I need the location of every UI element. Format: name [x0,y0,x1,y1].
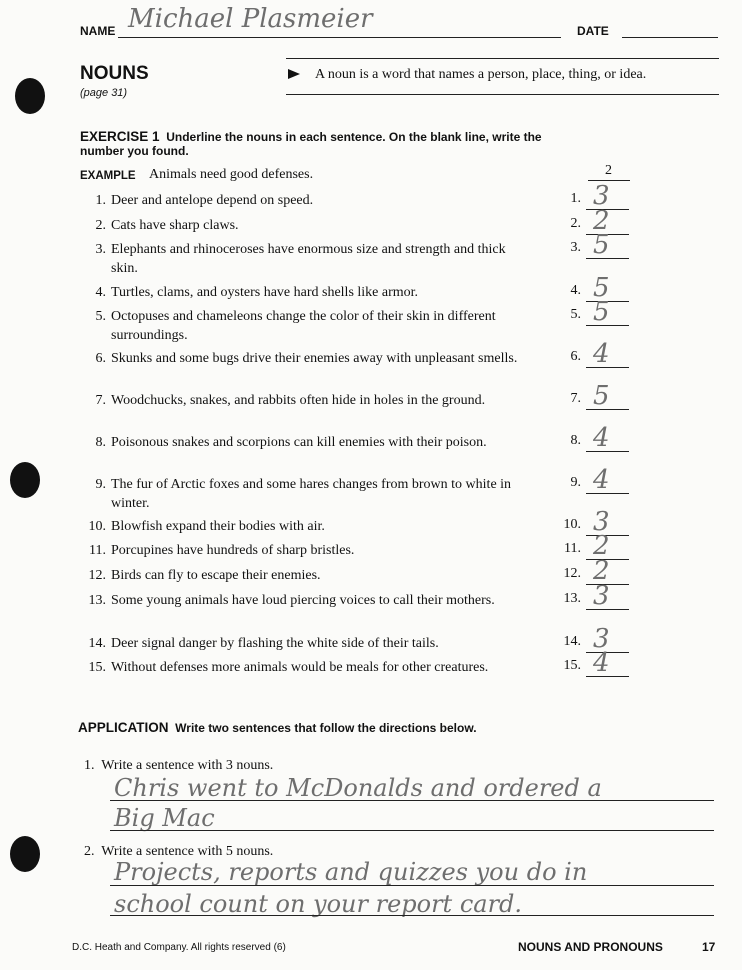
answer-number: 2. [570,216,581,231]
exercise-item-sentence: Deer signal danger by flashing the white side of their tails. [111,636,439,651]
answer-value[interactable]: 2 [593,556,610,586]
answer-value[interactable]: 3 [593,624,610,654]
exercise-item-sentence: Octopuses and chameleons change the color of their skin in different surroundings. [111,309,496,343]
answer-blank[interactable] [559,423,629,453]
answer-number: 9. [570,475,581,490]
answer-number: 14. [563,634,581,649]
binder-hole-middle [10,462,40,498]
exercise-item-sentence: Woodchucks, snakes, and rabbits often hide in holes in the ground. [111,393,486,408]
application-item-prompt: Write a sentence with 3 nouns. [101,758,274,773]
application-instructions: Write two sentences that follow the directions below. [175,721,477,735]
exercise-item-sentence: Some young animals have loud piercing voices to call their mothers. [111,593,495,608]
answer-value[interactable]: 2 [593,531,610,561]
answer-value[interactable]: 2 [593,206,610,236]
exercise-item-number: 12. [88,568,106,583]
answer-blank[interactable] [559,381,629,411]
exercise-item-number: 3. [95,242,106,257]
answer-value[interactable]: 5 [593,273,610,303]
date-label: DATE [577,24,609,38]
exercise-item-sentence: Blowfish expand their bodies with air. [111,519,325,534]
answer-number: 15. [563,658,581,673]
application-item-prompt: Write a sentence with 5 nouns. [101,844,274,859]
answer-number: 11. [564,541,581,556]
answer-value[interactable]: 4 [593,465,610,495]
answer-value[interactable]: 4 [593,423,610,453]
answer-number: 3. [570,240,581,255]
example-sentence: Animals need good defenses. [149,167,314,182]
answer-number: 12. [563,566,581,581]
exercise-item-number: 8. [95,435,106,450]
answer-blank[interactable] [559,230,629,260]
answer-value[interactable]: 4 [593,648,610,678]
answer-value[interactable]: 4 [593,339,610,369]
application-heading-block [78,720,477,735]
footer-page-number: 17 [702,940,716,954]
exercise-item-number: 14. [88,636,106,651]
application-label: APPLICATION [78,720,169,735]
exercise-item-sentence: Without defenses more animals would be meals for other creatures. [111,660,489,675]
exercise-item-sentence: Birds can fly to escape their enemies. [111,568,321,583]
binder-hole-top [15,78,45,114]
exercise-item-number: 9. [95,477,106,492]
name-line [118,37,561,38]
exercise-item-number: 4. [95,285,106,300]
answer-number: 6. [570,349,581,364]
answer-value[interactable]: 3 [593,581,610,611]
exercise-item-number: 13. [88,593,106,608]
answer-value[interactable]: 5 [593,230,610,260]
answer-1-line-2[interactable]: Big Mac [114,804,215,832]
answer-blank[interactable] [559,339,629,369]
exercise-item-sentence: The fur of Arctic foxes and some hares changes from brown to white in winter. [111,477,512,511]
application-item-1 [84,758,273,774]
writing-line [110,915,714,916]
exercise-item-number: 2. [95,218,106,233]
exercise-item-sentence: Turtles, clams, and oysters have hard shells like armor. [111,285,419,300]
name-value[interactable]: Michael Plasmeier [128,4,373,34]
exercise-item-number: 15. [88,660,106,675]
answer-value[interactable]: 3 [593,181,610,211]
answer-number: 10. [563,517,581,532]
answer-number: 5. [570,307,581,322]
answer-2-line-1[interactable]: Projects, reports and quizzes you do in [114,858,588,886]
example-label: EXAMPLE [80,170,136,182]
noun-definition: A noun is a word that names a person, place, thing, or idea. [315,67,647,82]
exercise-item-number: 10. [88,519,106,534]
page-title: NOUNS [80,63,149,84]
answer-value[interactable]: 3 [593,507,610,537]
application-item-number: 2. [84,844,95,859]
answer-value[interactable]: 5 [593,297,610,327]
exercise-item-sentence: Elephants and rhinoceroses have enormous size and strength and thick skin. [111,242,506,276]
footer-section-title: NOUNS AND PRONOUNS [518,940,663,954]
writing-line [110,885,714,886]
footer-copyright: D.C. Heath and Company. All rights reserved (6) [72,942,286,953]
answer-blank[interactable] [559,465,629,495]
exercise-item-number: 1. [95,193,106,208]
binder-hole-bottom [10,836,40,872]
exercise-item-number: 6. [95,351,106,366]
exercise-item-number: 11. [89,543,106,558]
answer-blank[interactable] [559,581,629,611]
exercise-instructions-block [80,130,550,158]
name-label: NAME [80,24,116,38]
definition-bottom-rule [286,94,719,95]
writing-line [110,800,714,801]
exercise-label: EXERCISE 1 [80,129,160,144]
answer-2-line-2[interactable]: school count on your report card. [114,890,523,918]
answer-blank[interactable] [559,648,629,678]
page-reference: (page 31) [80,87,128,99]
definition-top-rule [286,58,719,59]
exercise-item-sentence: Cats have sharp claws. [111,218,239,233]
answer-number: 1. [570,191,581,206]
answer-value[interactable]: 5 [593,381,610,411]
answer-1-line-1[interactable]: Chris went to McDonalds and ordered a [114,774,602,802]
application-item-number: 1. [84,758,95,773]
exercise-item-sentence: Skunks and some bugs drive their enemies away with unpleasant smells. [111,351,518,366]
exercise-item-number: 7. [95,393,106,408]
exercise-item-sentence: Deer and antelope depend on speed. [111,193,314,208]
answer-number: 13. [563,591,581,606]
exercise-item-number: 5. [95,309,106,324]
answer-number: 7. [570,391,581,406]
answer-number: 8. [570,433,581,448]
writing-line [110,830,714,831]
answer-number: 4. [570,283,581,298]
arrow-icon [288,69,300,79]
exercise-instructions: Underline the nouns in each sentence. On the blank line, write the number you found. [80,130,542,158]
example-answer: 2 [605,163,612,178]
exercise-item-sentence: Porcupines have hundreds of sharp bristles. [111,543,355,558]
date-line [622,37,718,38]
exercise-item-sentence: Poisonous snakes and scorpions can kill enemies with their poison. [111,435,487,450]
answer-blank[interactable] [559,297,629,327]
